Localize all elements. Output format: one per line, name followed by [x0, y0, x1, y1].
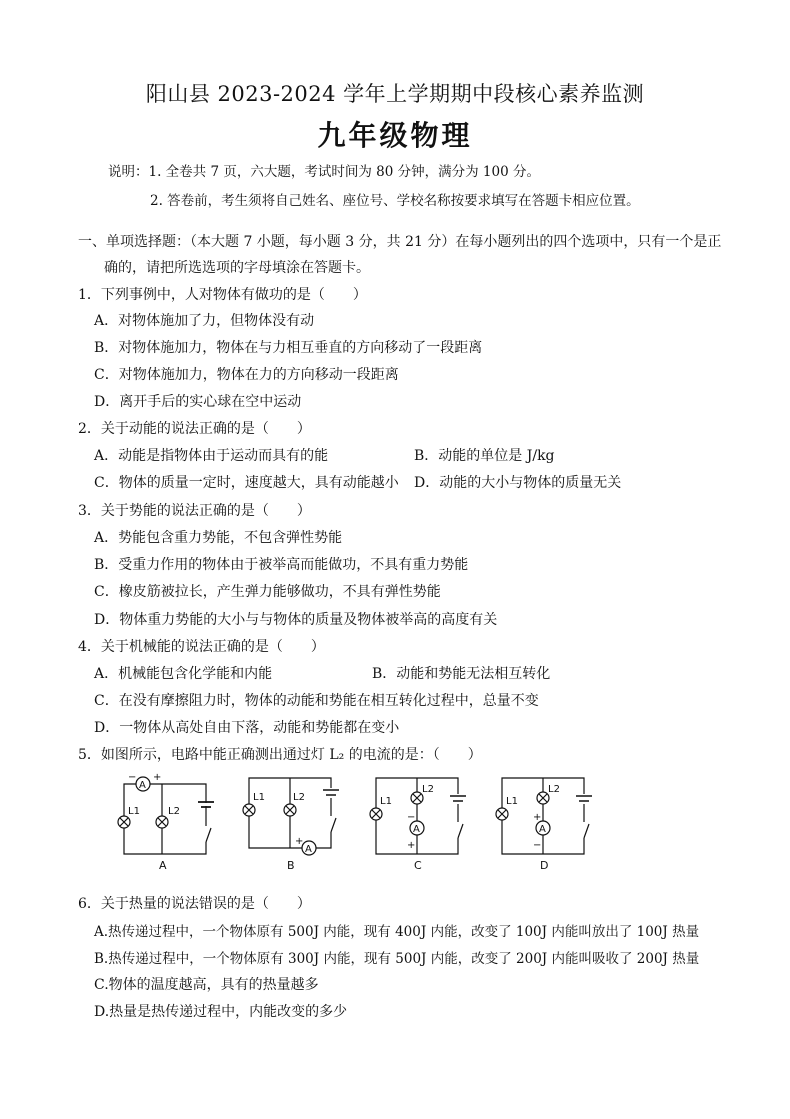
question-4-option-c: C．在没有摩擦阻力时，物体的动能和势能在相互转化过程中，总量不变	[94, 693, 539, 709]
svg-text:L2: L2	[293, 792, 305, 803]
svg-text:L2: L2	[168, 806, 180, 817]
svg-text:+: +	[407, 840, 416, 851]
question-6-option-d: D.热量是热传递过程中，内能改变的多少	[94, 1004, 348, 1020]
circuit-caption-a: A	[159, 859, 167, 872]
circuit-caption-b: B	[287, 859, 295, 872]
svg-text:+: +	[295, 836, 304, 847]
ammeter-label: A	[139, 780, 146, 791]
question-2-option-a: A．动能是指物体由于运动而具有的能	[94, 448, 329, 464]
svg-text:L1: L1	[506, 796, 518, 807]
section-1-header-cont: 确的，请把所选选项的字母填涂在答题卡。	[104, 260, 370, 276]
svg-text:+: +	[533, 812, 542, 823]
svg-text:L1: L1	[128, 806, 140, 817]
question-1-stem: 1．下列事例中，人对物体有做功的是（ ）	[78, 287, 367, 303]
instructions-note-1: 说明：1. 全卷共 7 页，六大题，考试时间为 80 分钟，满分为 100 分。	[108, 164, 540, 180]
circuit-diagram-a	[110, 772, 220, 876]
circuit-caption-d: D	[540, 859, 549, 872]
svg-text:L2: L2	[422, 784, 434, 795]
svg-text:+: +	[153, 772, 162, 783]
question-3-stem: 3．关于势能的说法正确的是（ ）	[78, 503, 311, 519]
question-3-option-d: D．物体重力势能的大小与与物体的质量及物体被举高的高度有关	[94, 612, 498, 628]
question-6-option-b: B.热传递过程中，一个物体原有 300J 内能，现有 500J 内能，改变了 200J 内能叫吸收了 200J 热量	[94, 951, 700, 967]
circuit-caption-c: C	[414, 859, 422, 872]
section-1-header: 一、单项选择题：（本大题 7 小题，每小题 3 分，共 21 分）在每小题列出的四个选项中，只有一个是正	[78, 234, 722, 250]
subject-title: 九年级物理	[317, 119, 473, 152]
question-6-option-a: A.热传递过程中，一个物体原有 500J 内能，现有 400J 内能，改变了 100J 内能叫放出了 100J 热量	[94, 924, 700, 940]
svg-text:A: A	[413, 824, 420, 835]
question-3-option-b: B．受重力作用的物体由于被举高而能做功，不具有重力势能	[94, 557, 469, 573]
question-6-option-c: C.物体的温度越高，具有的热量越多	[94, 977, 319, 993]
question-4-option-a: A．机械能包含化学能和内能	[94, 666, 273, 682]
svg-text:−: −	[407, 812, 416, 823]
svg-text:L1: L1	[380, 796, 392, 807]
svg-text:−: −	[533, 840, 542, 851]
question-3-option-a: A．势能包含重力势能，不包含弹性势能	[94, 530, 343, 546]
question-6-stem: 6．关于热量的说法错误的是（ ）	[78, 896, 311, 912]
svg-text:A: A	[539, 824, 546, 835]
svg-text:A: A	[305, 844, 312, 855]
circuit-diagram-d	[488, 772, 598, 876]
svg-text:L1: L1	[253, 792, 265, 803]
question-4-option-b: B．动能和势能无法相互转化	[372, 666, 551, 682]
circuit-diagram-b	[235, 772, 345, 876]
question-2-stem: 2．关于动能的说法正确的是（ ）	[78, 421, 311, 437]
question-1-option-a: A．对物体施加了力，但物体没有动	[94, 313, 315, 329]
question-4-option-d: D．一物体从高处自由下落，动能和势能都在变小	[94, 720, 400, 736]
circuit-diagram-c	[362, 772, 472, 876]
question-1-option-c: C．对物体施加力，物体在力的方向移动一段距离	[94, 367, 399, 383]
question-1-option-d: D．离开手后的实心球在空中运动	[94, 394, 302, 410]
question-4-stem: 4．关于机械能的说法正确的是（ ）	[78, 639, 325, 655]
question-1-option-b: B．对物体施加力，物体在与力相互垂直的方向移动了一段距离	[94, 340, 483, 356]
instructions-note-2: 2. 答卷前，考生须将自己姓名、座位号、学校名称按要求填写在答题卡相应位置。	[150, 193, 640, 209]
svg-text:L2: L2	[548, 784, 560, 795]
question-5-stem: 5．如图所示，电路中能正确测出通过灯 L₂ 的电流的是：（ ）	[78, 747, 482, 763]
svg-text:−: −	[128, 772, 137, 783]
exam-title: 阳山县 2023-2024 学年上学期期中段核心素养监测	[145, 82, 645, 106]
question-2-option-c: C．物体的质量一定时，速度越大，具有动能越小	[94, 475, 399, 491]
question-2-option-b: B．动能的单位是 J/kg	[414, 448, 555, 464]
question-2-option-d: D．动能的大小与物体的质量无关	[414, 475, 622, 491]
question-3-option-c: C．橡皮筋被拉长，产生弹力能够做功，不具有弹性势能	[94, 584, 441, 600]
